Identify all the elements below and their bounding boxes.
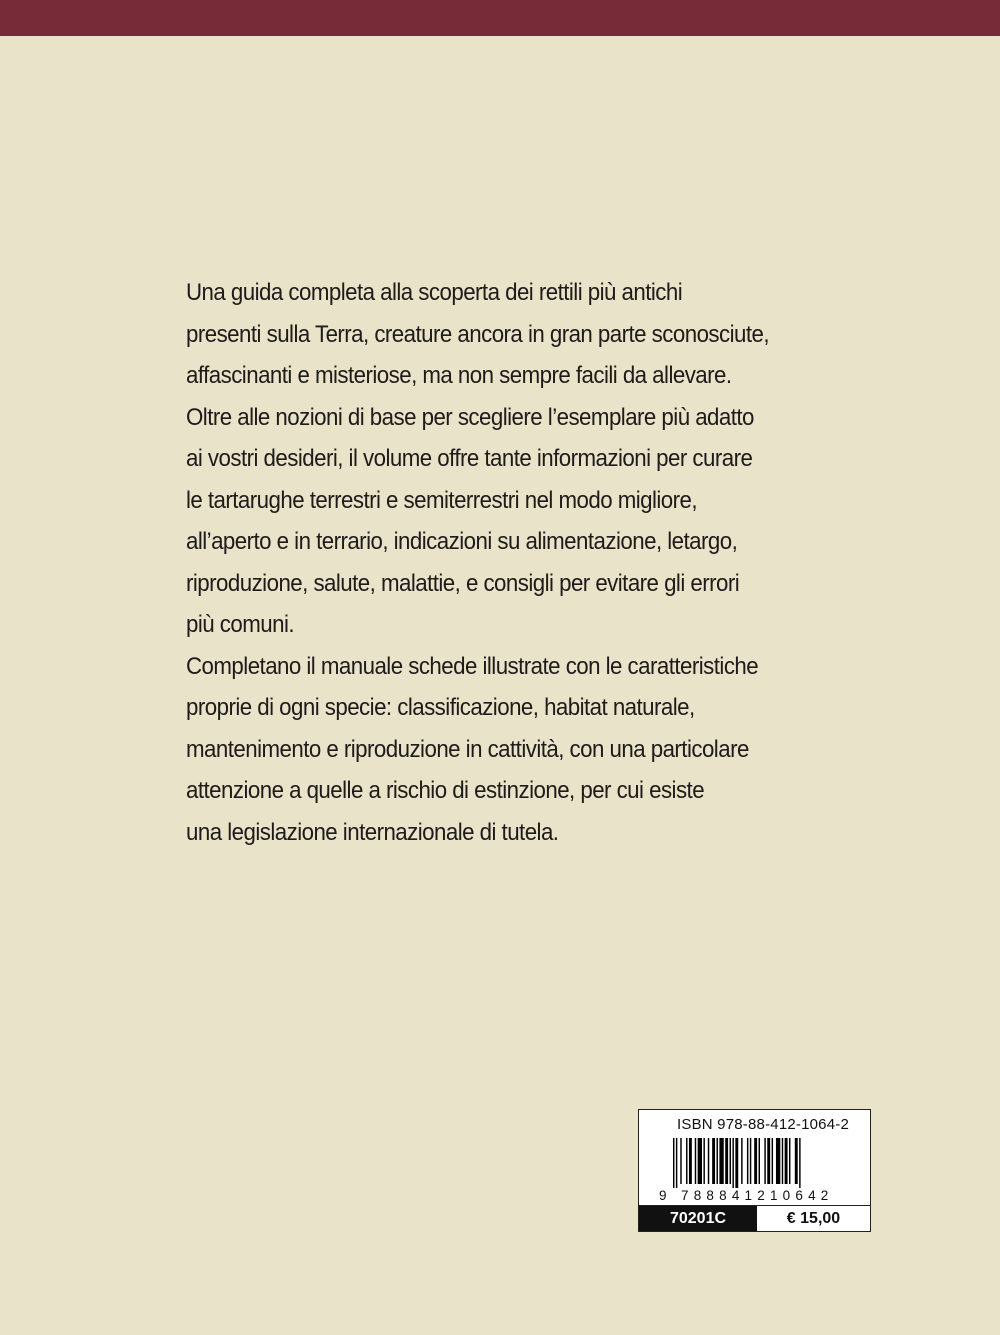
blurb-line: più comuni. [186,611,295,638]
barcode-bar [750,1138,751,1184]
top-color-band [0,0,1000,36]
isbn-label: ISBN 978-88-412-1064-2 [677,1116,850,1133]
barcode-bar [735,1138,738,1188]
blurb-line: affascinanti e misteriose, ma non sempre facili da allevare. [186,362,732,389]
blurb-line: all’aperto e in terrario, indicazioni su alimentazione, letargo, [186,528,738,555]
barcode-bar [689,1138,692,1184]
barcode-lead-digit: 9 [659,1188,667,1203]
barcode-bar [708,1138,709,1184]
barcode-bar [767,1138,770,1184]
code-price-row [639,1205,870,1231]
barcode-bar [698,1138,702,1184]
barcode-image [671,1138,851,1188]
barcode-bar [764,1138,765,1184]
barcode-bar [747,1138,748,1184]
isbn-price-box [638,1109,871,1232]
barcode-bar [789,1138,790,1184]
blurb-line: attenzione a quelle a rischio di estinzione, per cui esiste [186,777,705,804]
barcode-bar [686,1138,687,1184]
barcode-bar [680,1138,681,1184]
back-cover-blurb [186,272,787,853]
blurb-line: Oltre alle nozioni di base per scegliere l’esemplare più adatto [186,403,754,431]
barcode-bar [725,1138,728,1184]
barcode-bar [785,1138,788,1184]
barcode-bar [695,1138,696,1184]
barcode-digits: 788841210642 [681,1188,834,1203]
barcode-bar [730,1138,731,1184]
barcode-bar [776,1138,780,1184]
price-label: € 15,00 [786,1209,841,1227]
barcode-bar [759,1138,760,1184]
blurb-line: Completano il manuale schede illustrate con le caratteristiche [186,652,759,680]
barcode-bar [795,1138,798,1184]
barcode-bar [719,1138,723,1184]
blurb-line: Una guida completa alla scoperta dei rettili più antichi [186,279,683,306]
blurb-line: presenti sulla Terra, creature ancora in gran parte sconosciute, [186,320,770,348]
barcode-bar [799,1138,800,1188]
blurb-line: mantenimento e riproduzione in cattività, con una particolare [186,735,749,763]
barcode-bar [712,1138,715,1184]
barcode-bar [717,1138,718,1184]
blurb-line: le tartarughe terrestri e semiterrestri nel modo migliore, [186,486,698,514]
barcode-bar [676,1138,677,1188]
blurb-line: riproduzione, salute, malattie, e consigli per evitare gli errori [186,569,740,597]
barcode-bar [772,1138,773,1184]
blurb-line: proprie di ogni specie: classificazione, habitat naturale, [186,694,695,721]
blurb-line: una legislazione internazionale di tutela. [186,818,559,846]
product-code: 70201C [639,1206,757,1231]
barcode-bar [703,1138,704,1184]
barcode-bar [754,1138,757,1184]
barcode-bar [782,1138,783,1184]
blurb-line: ai vostri desideri, il volume offre tante informazioni per curare [186,445,753,472]
barcode-bar [673,1138,674,1188]
barcode-bar [741,1138,742,1184]
barcode-bar [732,1138,733,1188]
